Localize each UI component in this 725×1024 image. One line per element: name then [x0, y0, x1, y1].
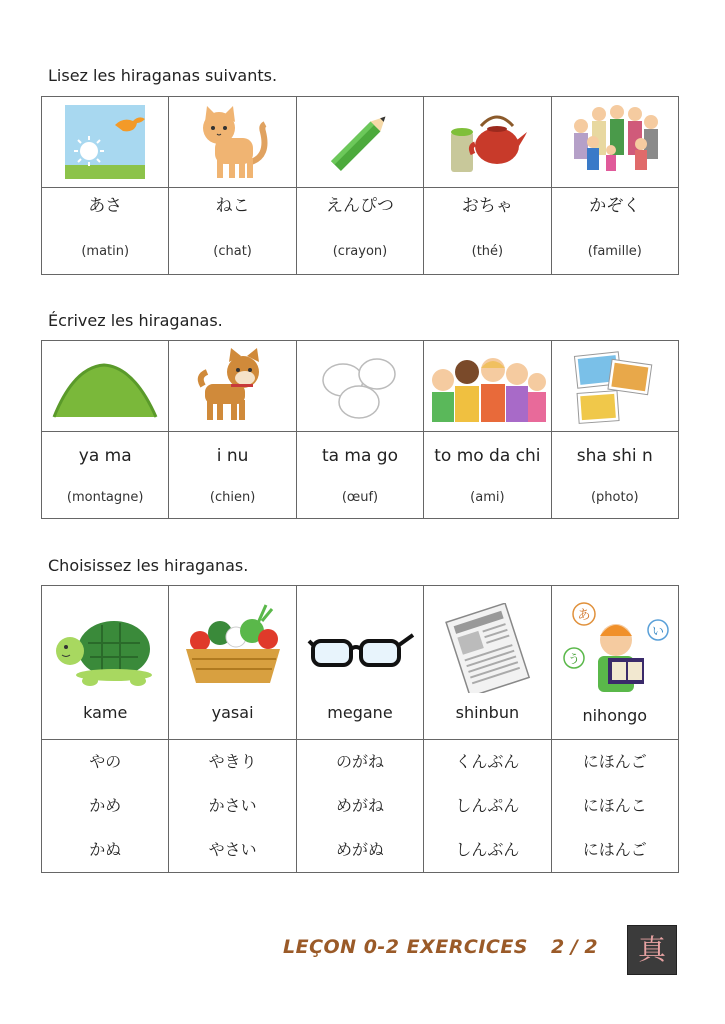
picture-cell: [296, 586, 423, 740]
kana-word: おちゃ: [461, 195, 513, 216]
options-cell: [296, 740, 423, 873]
writing-table: [41, 340, 679, 519]
kana-option[interactable]: しんぶん: [455, 840, 520, 859]
meaning: (œuf): [341, 489, 379, 505]
picture-cell: [424, 586, 551, 740]
logo-kanji: 真: [637, 933, 666, 966]
picture-cell: [551, 341, 678, 432]
choice-table: [41, 585, 679, 873]
kana-word: あさ: [88, 195, 123, 216]
options-cell: [551, 740, 678, 873]
meaning: (chat): [213, 243, 252, 259]
romaji-word: ya ma: [78, 445, 132, 466]
kana-word: えんぴつ: [325, 195, 394, 216]
word-cell: [169, 188, 296, 275]
kana-word: かぞく: [589, 195, 641, 216]
kana-option[interactable]: めがぬ: [335, 840, 384, 859]
options-cell: [169, 740, 296, 873]
meaning: (matin): [81, 243, 130, 259]
meaning: (crayon): [332, 243, 388, 259]
cat-icon: [193, 102, 273, 182]
dog-icon: [195, 346, 271, 426]
options-cell: [424, 740, 551, 873]
word-cell: [169, 432, 296, 519]
kana-option[interactable]: やきり: [208, 752, 257, 771]
meaning: (famille): [587, 243, 642, 259]
morning-sky-icon: [63, 103, 147, 181]
word-cell: [296, 432, 423, 519]
picture-cell: [551, 586, 678, 740]
word-cell: [424, 188, 551, 275]
romaji-word: kame: [83, 703, 128, 722]
meaning: (montagne): [66, 489, 144, 505]
kana-option[interactable]: にほんこ: [582, 796, 647, 815]
vegetables-basket-icon: [178, 603, 288, 693]
picture-cell: [551, 97, 678, 188]
romaji-word: shinbun: [455, 703, 520, 722]
svg-text:い: い: [651, 624, 664, 638]
friends-icon: [427, 346, 547, 426]
picture-cell: [169, 586, 296, 740]
page-number: 2 / 2: [551, 936, 598, 958]
kana-option[interactable]: かめ: [89, 796, 122, 815]
kana-option[interactable]: かさい: [208, 796, 257, 815]
word-cell: [424, 432, 551, 519]
section1-heading: Lisez les hiraganas suivants.: [48, 66, 278, 85]
logo: [627, 925, 677, 975]
word-cell: [551, 188, 678, 275]
svg-text:う: う: [567, 652, 580, 666]
romaji-word: sha shi n: [576, 445, 653, 466]
lesson-title: LEÇON 0-2 EXERCICES: [283, 936, 528, 958]
romaji-word: i nu: [216, 445, 249, 466]
pencil-icon: [320, 102, 400, 182]
meaning: (photo): [590, 489, 639, 505]
kana-word: ねこ: [215, 195, 250, 216]
picture-cell: [169, 341, 296, 432]
romaji-word: ta ma go: [321, 445, 398, 466]
kana-option[interactable]: かぬ: [89, 840, 122, 859]
romaji-word: yasai: [211, 703, 254, 722]
kana-option[interactable]: にはんご: [582, 840, 647, 859]
section3-heading: Choisissez les hiraganas.: [48, 556, 249, 575]
family-icon: [565, 102, 665, 182]
photos-icon: [570, 346, 660, 426]
kana-option[interactable]: めがね: [335, 796, 384, 815]
picture-cell: [42, 97, 169, 188]
kana-option[interactable]: にほんご: [582, 752, 647, 771]
section2-heading: Écrivez les hiraganas.: [48, 311, 223, 330]
picture-cell: [169, 97, 296, 188]
kana-option[interactable]: やの: [89, 752, 122, 771]
eggs-icon: [315, 346, 405, 426]
reading-table: [41, 96, 679, 275]
meaning: (thé): [471, 243, 504, 259]
picture-cell: [296, 341, 423, 432]
word-cell: [551, 432, 678, 519]
kana-option[interactable]: やさい: [208, 840, 257, 859]
word-cell: [42, 432, 169, 519]
kana-option[interactable]: しんぷん: [455, 796, 520, 815]
picture-cell: [424, 341, 551, 432]
kana-option[interactable]: くんぶん: [455, 752, 520, 771]
turtle-icon: [50, 603, 160, 693]
word-cell: [42, 188, 169, 275]
romaji-word: megane: [327, 703, 393, 722]
svg-text:あ: あ: [577, 608, 591, 623]
meaning: (chien): [209, 489, 256, 505]
glasses-icon: [305, 603, 415, 693]
reading-boy-icon: [560, 600, 670, 696]
picture-cell: [42, 586, 169, 740]
picture-cell: [424, 97, 551, 188]
romaji-word: to mo da chi: [434, 445, 541, 466]
picture-cell: [296, 97, 423, 188]
teapot-icon: [445, 102, 529, 182]
romaji-word: nihongo: [582, 706, 648, 725]
newspaper-icon: [432, 603, 542, 693]
meaning: (ami): [470, 489, 505, 505]
kana-option[interactable]: のがね: [335, 752, 384, 771]
picture-cell: [42, 341, 169, 432]
word-cell: [296, 188, 423, 275]
options-cell: [42, 740, 169, 873]
mountain-icon: [50, 351, 160, 421]
